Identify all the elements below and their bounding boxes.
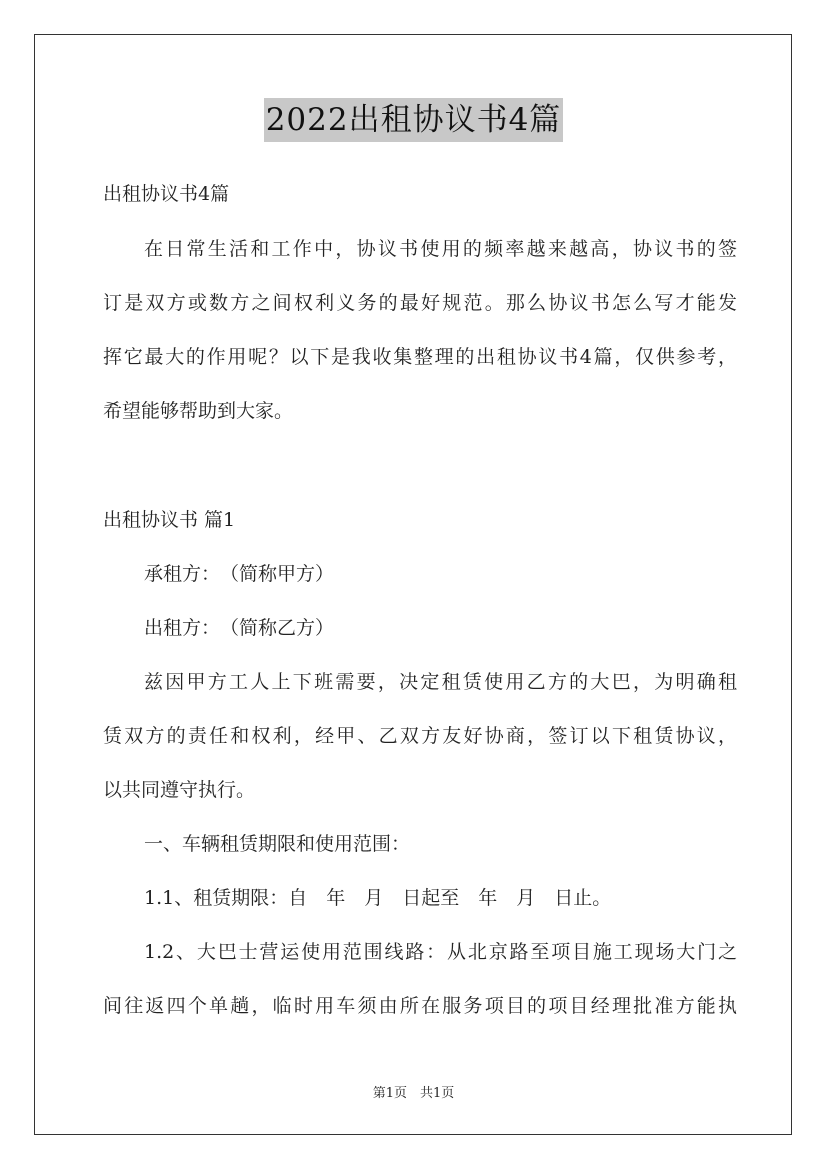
- lessee-line: 承租方： （简称甲方）: [144, 563, 335, 585]
- clause-1-2-line-2: 间往返四个单趟，临时用车须由所在服务项目的项目经理批准方能执: [103, 995, 737, 1017]
- clause-1-2-line-1: 1.2、大巴士营运使用范围线路：从北京路至项目施工现场大门之: [144, 941, 737, 963]
- para1-line-1: 兹因甲方工人上下班需要，决定租赁使用乙方的大巴，为明确租: [144, 671, 737, 693]
- intro-line-2: 订是双方或数方之间权利义务的最好规范。那么协议书怎么写才能发: [103, 292, 737, 314]
- para1-line-2: 赁双方的责任和权利，经甲、乙双方友好协商，签订以下租赁协议，: [103, 725, 737, 747]
- section-heading: 出租协议书 篇1: [103, 509, 236, 531]
- title-container: [0, 98, 827, 142]
- page-footer: 第1页 共1页: [372, 1086, 455, 1101]
- document-title: 2022出租协议书4篇: [264, 98, 564, 142]
- subtitle: 出租协议书4篇: [103, 183, 230, 205]
- intro-line-4: 希望能够帮助到大家。: [103, 400, 294, 422]
- clause-1-1: 1.1、租赁期限：自 年 月 日起至 年 月 日止。: [144, 887, 612, 909]
- clause-heading: 一、车辆租赁期限和使用范围：: [144, 833, 411, 855]
- lessor-line: 出租方： （简称乙方）: [144, 617, 335, 639]
- intro-line-3: 挥它最大的作用呢？以下是我收集整理的出租协议书4篇，仅供参考，: [103, 346, 737, 368]
- para1-line-3: 以共同遵守执行。: [103, 779, 256, 801]
- intro-line-1: 在日常生活和工作中，协议书使用的频率越来越高，协议书的签: [144, 238, 737, 260]
